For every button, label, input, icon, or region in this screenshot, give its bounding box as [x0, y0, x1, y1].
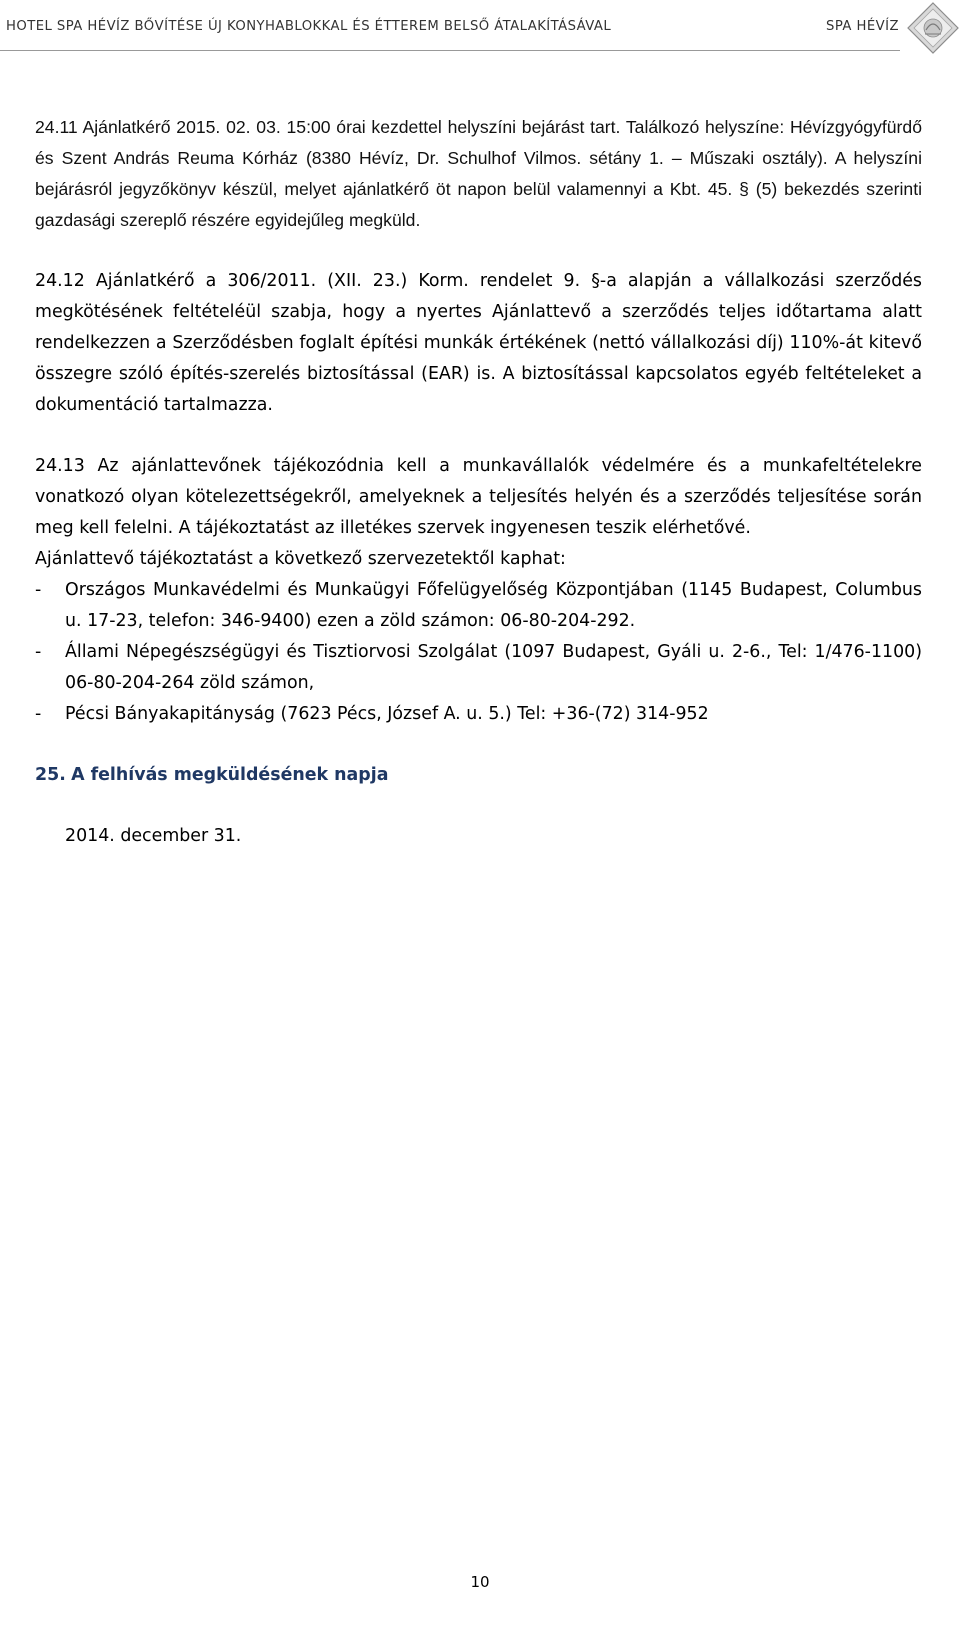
- list-item-text: Országos Munkavédelmi és Munkaügyi Főfelügyelőség Központjában (1145 Budapest, Columbus u. 17-23, telefon: 346-9400) ezen a zöld számon: 06-80-204-292.: [65, 580, 922, 631]
- list-dash: -: [35, 704, 42, 724]
- list-item-text: Pécsi Bányakapitányság (7623 Pécs, József A. u. 5.) Tel: +36-(72) 314-952: [65, 704, 709, 724]
- organization-list: [35, 575, 922, 730]
- list-item: [35, 637, 922, 699]
- list-item: [35, 575, 922, 637]
- list-item-text: Állami Népegészségügyi és Tisztiorvosi Szolgálat (1097 Budapest, Gyáli u. 2-6., Tel: 1/476-1100) 06-80-204-264 zöld számon,: [65, 642, 922, 693]
- list-item: [35, 699, 922, 730]
- page-number: 10: [470, 1573, 490, 1591]
- organization-name: SPA HÉVÍZ: [826, 19, 899, 34]
- dispatch-date: 2014. december 31.: [65, 826, 242, 846]
- list-dash: -: [35, 642, 42, 662]
- paragraph-info-intro: Ajánlattevő tájékoztatást a következő szervezetektől kaphat:: [35, 549, 566, 569]
- paragraph-24-13: 24.13 Az ajánlattevőnek tájékozódnia kell a munkavállalók védelmére és a munkafeltételekre vonatkozó olyan kötelezettségekről, amelyeknek a teljesítés helyén és a szerződés teljesítése során meg kell felelni. A tájékoztatást az illetékes szervek ingyenesen teszik elérhetővé.: [35, 456, 922, 538]
- spa-heviz-logo-icon: [906, 2, 960, 54]
- document-body: [35, 112, 922, 852]
- document-title: HOTEL SPA HÉVÍZ BŐVÍTÉSE ÚJ KONYHABLOKKAL ÉS ÉTTEREM BELSŐ ÁTALAKÍTÁSÁVAL: [6, 19, 612, 34]
- paragraph-24-12: 24.12 Ajánlatkérő a 306/2011. (XII. 23.) Korm. rendelet 9. §-a alapján a vállalkozási szerződés megkötésének feltételéül szabja, hogy a nyertes Ajánlattevő a szerződés teljes időtartama alatt rendelkezzen a Szerződésben foglalt építési munkák értékének (nettó vállalkozási díj) 110%-át kitevő összegre szóló építés-szerelés biztosítással (EAR) is. A biztosítással kapcsolatos egyéb feltételeket a dokumentáció tartalmazza.: [35, 271, 922, 415]
- section-title: A felhívás megküldésének napja: [71, 765, 389, 785]
- section-heading-25: [35, 760, 922, 791]
- list-dash: -: [35, 580, 42, 600]
- header-divider: [0, 50, 900, 51]
- page-header: [0, 0, 960, 56]
- section-number: 25.: [35, 765, 66, 785]
- paragraph-24-11: 24.11 Ajánlatkérő 2015. 02. 03. 15:00 órai kezdettel helyszíni bejárást tart. Találkozó helyszíne: Hévízgyógyfürdő és Szent András Reuma Kórház (8380 Hévíz, Dr. Schulhof Vilmos. sétány 1. – Műszaki osztály). A helyszíni bejárásról jegyzőkönyv készül, melyet ajánlatkérő öt napon belül valamennyi a Kbt. 45. § (5) bekezdés szerinti gazdasági szereplő részére egyidejűleg megküld.: [35, 117, 922, 230]
